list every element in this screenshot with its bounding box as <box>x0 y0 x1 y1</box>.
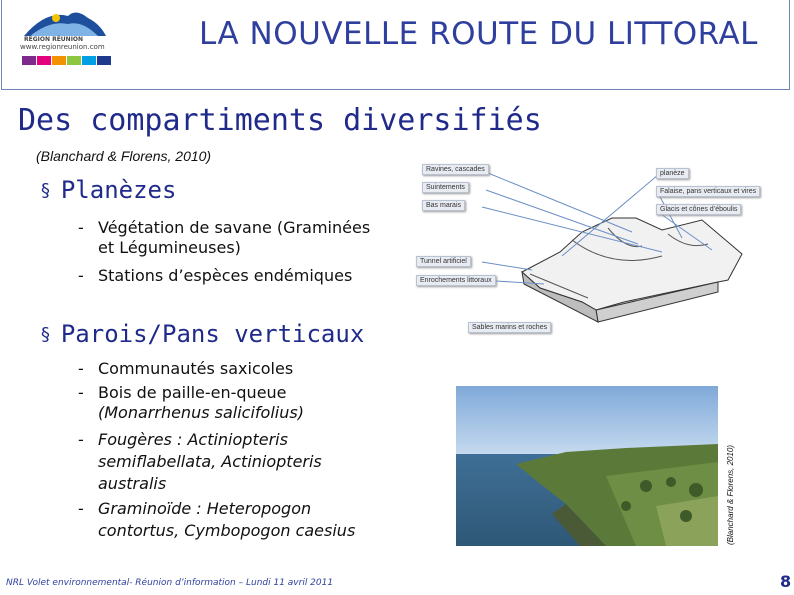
square-bullet-icon: § <box>40 324 51 345</box>
header-banner <box>1 0 790 90</box>
footer-text: NRL Volet environnemental- Réunion d’information – Lundi 11 avril 2011 <box>6 578 334 588</box>
dash-icon: - <box>78 499 84 518</box>
label-sables: Sables marins et roches <box>468 322 551 333</box>
citation: (Blanchard & Florens, 2010) <box>36 148 212 164</box>
square-bullet-icon: § <box>40 180 51 201</box>
label-glacis: Glacis et cônes d’éboulis <box>656 204 741 215</box>
dash-icon: - <box>78 383 84 402</box>
label-falaise: Falaise, pans verticaux et vires <box>656 186 760 197</box>
dash-icon: - <box>78 359 84 378</box>
banner-title: LA NOUVELLE ROUTE DU LITTORAL <box>199 16 758 52</box>
label-bas-marais: Bas marais <box>422 200 465 211</box>
logo-color-squares <box>22 56 111 65</box>
label-ravines: Ravines, cascades <box>422 164 489 175</box>
dash-icon: - <box>78 430 84 449</box>
dash-icon: - <box>78 266 84 285</box>
coastal-cliff-image <box>456 386 718 546</box>
label-tunnel: Tunnel artificiel <box>416 256 471 267</box>
cliff-photo <box>456 386 718 546</box>
slide-title: Des compartiments diversifiés <box>18 103 542 138</box>
logo-url: www.regionreunion.com <box>20 43 105 51</box>
dash-icon: - <box>78 218 84 237</box>
photo-credit: (Blanchard & Florens, 2010) <box>726 444 735 545</box>
landscape-diagram <box>412 160 768 342</box>
label-planeze: planèze <box>656 168 689 179</box>
section-heading-planezes: § Planèzes <box>40 176 177 204</box>
section-heading-parois: § Parois/Pans verticaux <box>40 320 365 348</box>
page-number: 8 <box>780 572 792 591</box>
logo-region-label: RÉGION RÉUNION <box>24 36 84 43</box>
label-enrochements: Enrochements littoraux <box>416 275 496 286</box>
label-suintements: Suintements <box>422 182 469 193</box>
